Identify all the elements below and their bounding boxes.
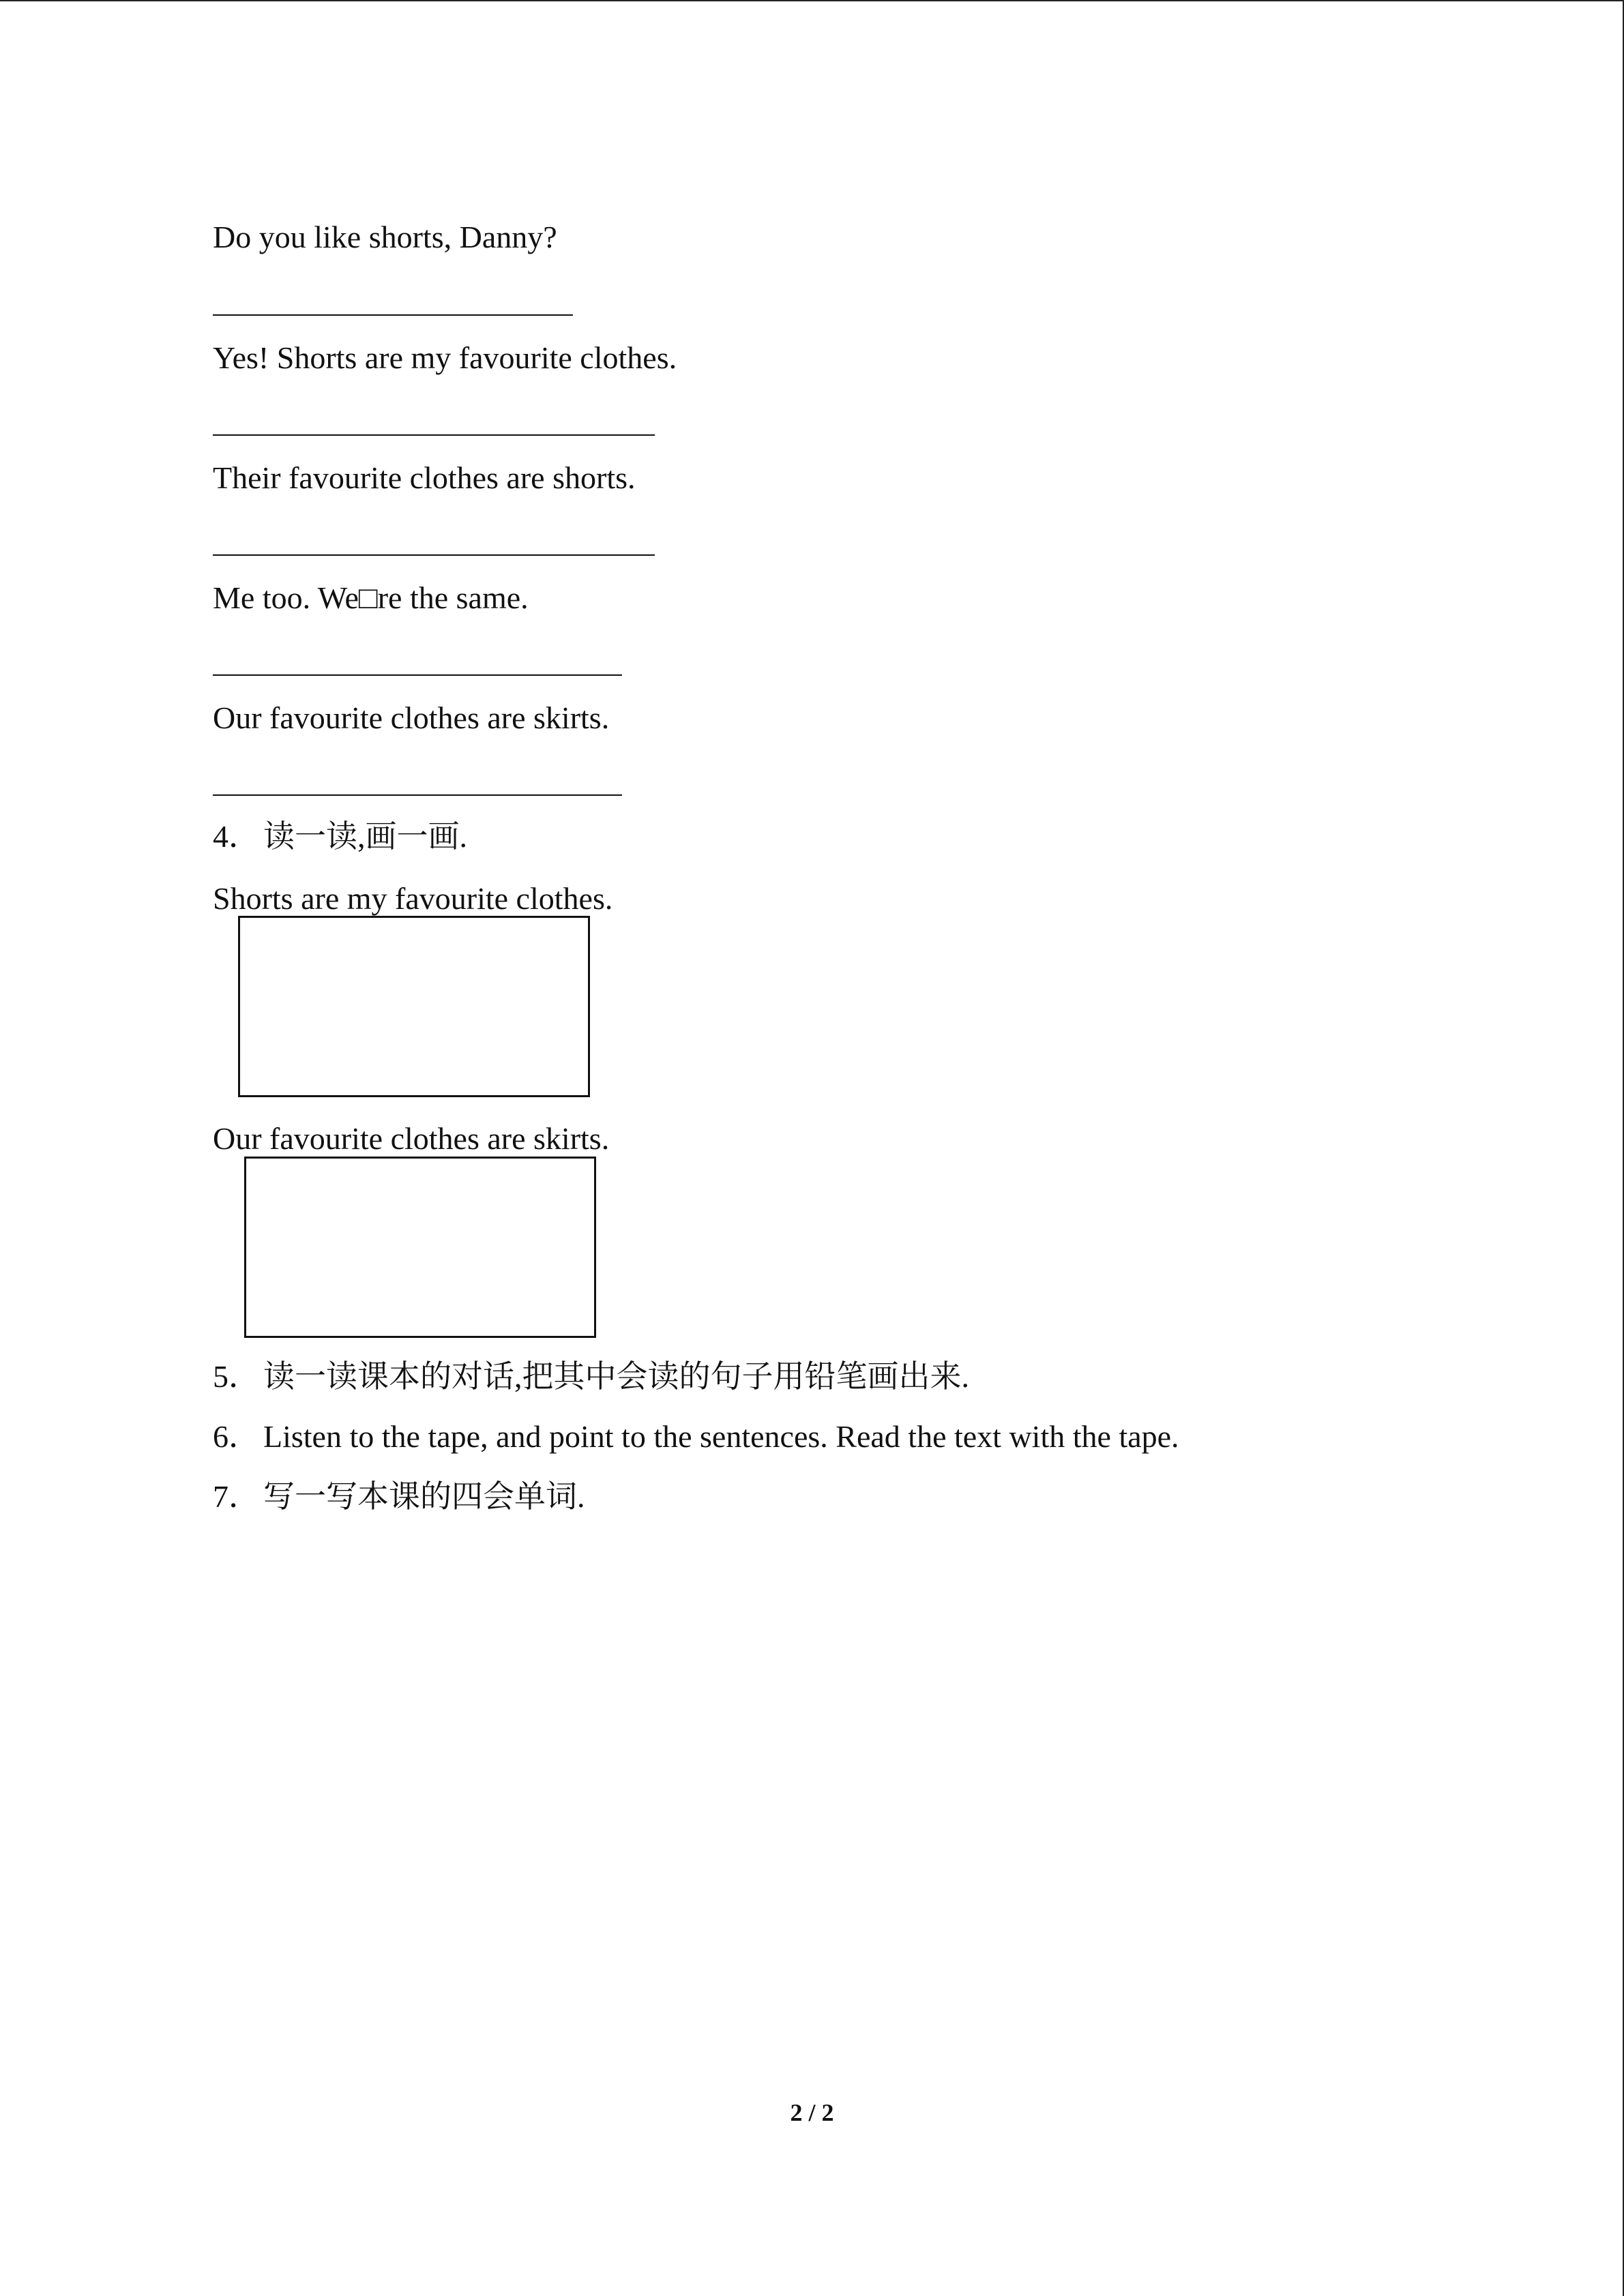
sentence-5: Our favourite clothes are skirts.: [213, 700, 610, 735]
answer-blank-2[interactable]: [213, 434, 655, 436]
question-5-text: 读一读课本的对话,把其中会读的句子用铅笔画出来.: [263, 1359, 969, 1394]
drawing-box-2[interactable]: [244, 1157, 596, 1338]
question-6: [213, 1418, 1179, 1456]
page-number: 2 / 2: [790, 2099, 834, 2126]
question-6-number: 6．: [213, 1419, 260, 1454]
question-7-text: 写一写本课的四会单词.: [263, 1479, 585, 1514]
draw-prompt-2: Our favourite clothes are skirts.: [213, 1121, 610, 1156]
answer-blank-5[interactable]: [213, 794, 622, 796]
answer-blank-3[interactable]: [213, 554, 655, 556]
question-4-number: 4．: [213, 819, 260, 854]
sentence-3: Their favourite clothes are shorts.: [213, 460, 636, 495]
question-5: [213, 1358, 969, 1396]
question-6-text: Listen to the tape, and point to the sentences. Read the text with the tape.: [263, 1419, 1179, 1454]
answer-blank-1[interactable]: [213, 314, 573, 316]
sentence-1: Do you like shorts, Danny?: [213, 220, 557, 254]
question-7-number: 7．: [213, 1479, 260, 1514]
answer-blank-4[interactable]: [213, 674, 622, 676]
question-7: [213, 1478, 585, 1516]
draw-prompt-1: Shorts are my favourite clothes.: [213, 881, 613, 916]
question-4: [213, 818, 467, 856]
question-5-number: 5．: [213, 1359, 260, 1394]
sentence-4: Me too. We□re the same.: [213, 580, 529, 615]
sentence-2: Yes! Shorts are my favourite clothes.: [213, 340, 677, 375]
drawing-box-1[interactable]: [238, 916, 590, 1097]
question-4-text: 读一读,画一画.: [263, 819, 467, 854]
